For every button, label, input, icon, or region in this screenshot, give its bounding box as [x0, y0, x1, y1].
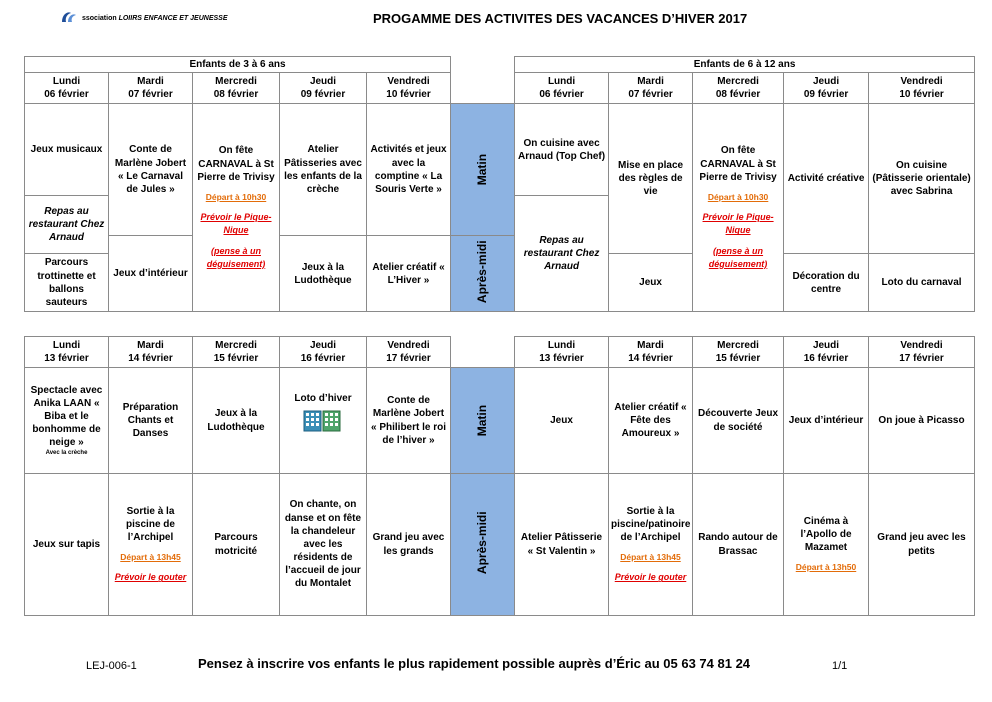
band-apres-midi: Après-midi [451, 474, 515, 616]
activity-cell: On chante, on danse et on fête la chandeleur avec les résidents de l’accueil de jour du Montalet [280, 474, 367, 616]
activity-cell: Mise en place des règles de vie [609, 104, 693, 254]
week2-schedule-table [24, 336, 975, 616]
activity-cell: Activités et jeux avec la comptine « La Souris Verte » [367, 104, 451, 236]
activity-cell: Jeux à la Ludothèque [280, 236, 367, 312]
activity-cell: Jeux d’intérieur [784, 368, 869, 474]
day-header: Mardi 14 février [109, 337, 193, 368]
day-header: Jeudi 16 février [784, 337, 869, 368]
group-header-3-6: Enfants de 3 à 6 ans [25, 57, 451, 73]
spacer [451, 57, 515, 104]
activity-cell: Parcours trottinette et ballons sauteurs [25, 254, 109, 312]
activity-cell: On cuisine avec Arnaud (Top Chef) [515, 104, 609, 196]
day-header: Vendredi 17 février [869, 337, 975, 368]
week1-schedule-table [24, 56, 975, 312]
lunch-cell: Repas au restaurant Chez Arnaud [515, 196, 609, 312]
day-header: Mercredi 08 février [693, 73, 784, 104]
day-header: Mercredi 08 février [193, 73, 280, 104]
page-header [0, 0, 992, 40]
activity-cell: Jeux musicaux [25, 104, 109, 196]
activity-cell: Grand jeu avec les grands [367, 474, 451, 616]
day-header: Lundi 13 février [25, 337, 109, 368]
activity-cell: Spectacle avec Anika LAAN « Biba et le bonhomme de neige » Avec la crèche [25, 368, 109, 474]
association-name: ssociation LOIIRS ENFANCE ET JEUNESSE [82, 15, 228, 22]
activity-cell: Cinéma à l’Apollo de Mazamet Départ à 13h50 [784, 474, 869, 616]
activity-cell: Atelier Pâtisseries avec les enfants de la crèche [280, 104, 367, 236]
activity-cell: Jeux sur tapis [25, 474, 109, 616]
day-header: Vendredi 17 février [367, 337, 451, 368]
activity-cell: Sortie à la piscine/patinoire de l’Archipel Départ à 13h45 Prévoir le gouter [609, 474, 693, 616]
group-header-6-12: Enfants de 6 à 12 ans [515, 57, 975, 73]
spacer [451, 337, 515, 368]
activity-cell: Conte de Marlène Jobert « Le Carnaval de Jules » [109, 104, 193, 236]
activity-cell: Atelier créatif « Fête des Amoureux » [609, 368, 693, 474]
registration-note: Pensez à inscrire vos enfants le plus rapidement possible auprès d’Éric au 05 63 74 81 24 [198, 656, 751, 671]
band-apres-midi: Après-midi [451, 236, 515, 312]
day-header: Lundi 06 février [515, 73, 609, 104]
day-header: Mardi 07 février [109, 73, 193, 104]
activity-cell: Atelier Pâtisserie « St Valentin » [515, 474, 609, 616]
activity-cell: Conte de Marlène Jobert « Philibert le roi de l’hiver » [367, 368, 451, 474]
activity-cell: On joue à Picasso [869, 368, 975, 474]
activity-cell: Rando autour de Brassac [693, 474, 784, 616]
band-matin: Matin [451, 368, 515, 474]
day-header: Lundi 13 février [515, 337, 609, 368]
activity-cell: Parcours motricité [193, 474, 280, 616]
activity-cell: Loto du carnaval [869, 254, 975, 312]
day-header: Mercredi 15 février [193, 337, 280, 368]
page-number: 1/1 [832, 660, 848, 672]
activity-cell: Jeux [609, 254, 693, 312]
lunch-cell: Repas au restaurant Chez Arnaud [25, 196, 109, 254]
activity-cell: Jeux à la Ludothèque [193, 368, 280, 474]
activity-cell: Grand jeu avec les petits [869, 474, 975, 616]
day-header: Jeudi 09 février [784, 73, 869, 104]
activity-cell: Loto d’hiver [280, 368, 367, 474]
page-title: PROGAMME DES ACTIVITES DES VACANCES D’HIVER 2017 [373, 11, 748, 26]
day-header: Mardi 07 février [609, 73, 693, 104]
band-matin: Matin [451, 104, 515, 236]
activity-cell: Jeux d’intérieur [109, 236, 193, 312]
day-header: Jeudi 09 février [280, 73, 367, 104]
day-header: Lundi 06 février [25, 73, 109, 104]
activity-cell: Sortie à la piscine de l’Archipel Départ à 13h45 Prévoir le gouter [109, 474, 193, 616]
day-header: Vendredi 10 février [367, 73, 451, 104]
activity-cell: Jeux [515, 368, 609, 474]
loto-cards-icon [303, 409, 343, 433]
activity-cell: Découverte Jeux de société [693, 368, 784, 474]
activity-cell: On fête CARNAVAL à St Pierre de Trivisy Départ à 10h30 Prévoir le Pique-Nique (pense à un déguisement) [193, 104, 280, 312]
day-header: Vendredi 10 février [869, 73, 975, 104]
activity-cell: Préparation Chants et Danses [109, 368, 193, 474]
activity-cell: On cuisine (Pâtisserie orientale) avec Sabrina [869, 104, 975, 254]
activity-cell: Activité créative [784, 104, 869, 254]
association-logo-icon [60, 10, 78, 24]
day-header: Mercredi 15 février [693, 337, 784, 368]
activity-cell: On fête CARNAVAL à St Pierre de Trivisy Départ à 10h30 Prévoir le Pique-Nique (pense à un déguisement) [693, 104, 784, 312]
activity-cell: Décoration du centre [784, 254, 869, 312]
activity-cell: Atelier créatif « L’Hiver » [367, 236, 451, 312]
day-header: Mardi 14 février [609, 337, 693, 368]
day-header: Jeudi 16 février [280, 337, 367, 368]
document-reference: LEJ-006-1 [86, 660, 137, 672]
